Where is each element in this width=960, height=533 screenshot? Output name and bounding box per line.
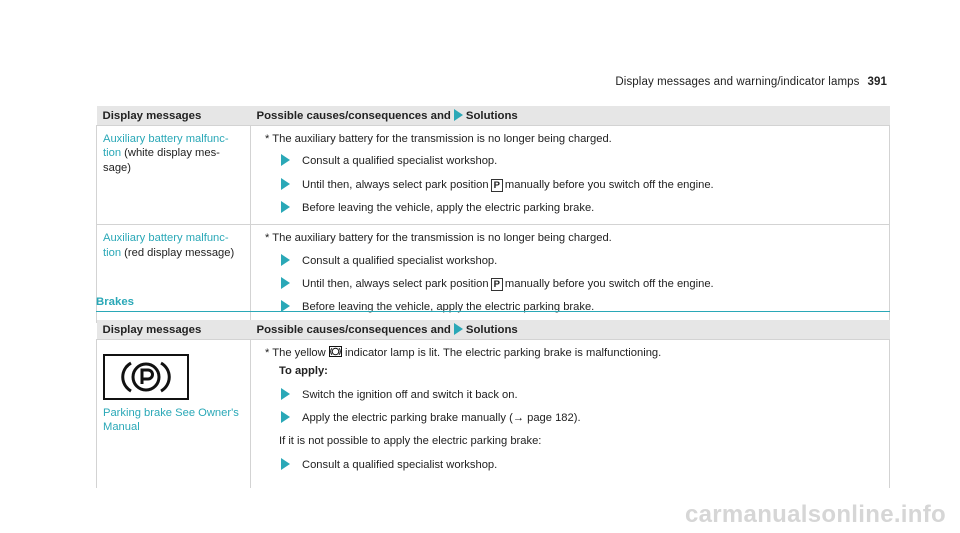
step-text: Until then, always select park position bbox=[302, 178, 489, 191]
step-text: Until then, always select park position bbox=[302, 277, 489, 290]
triangle-right-icon bbox=[281, 178, 290, 190]
step-item bbox=[281, 254, 883, 268]
step-item bbox=[281, 388, 883, 402]
parking-brake-icon bbox=[103, 354, 189, 400]
condition-text: If it is not possible to apply the electric parking brake: bbox=[279, 435, 542, 448]
triangle-right-icon bbox=[281, 254, 290, 266]
cause-text: * The auxiliary battery for the transmission is no longer being charged. bbox=[265, 232, 612, 245]
col-header-solutions-label: Solutions bbox=[465, 110, 518, 122]
col-header-causes bbox=[251, 106, 890, 126]
cause-text bbox=[265, 346, 883, 360]
table-auxiliary-battery bbox=[96, 106, 890, 323]
triangle-right-icon bbox=[454, 109, 463, 121]
cause-text-pre: * The yellow bbox=[265, 347, 326, 359]
table-brakes bbox=[96, 320, 890, 488]
display-message-cell bbox=[97, 340, 251, 488]
col-header-causes bbox=[251, 320, 890, 340]
triangle-right-icon bbox=[454, 323, 463, 335]
triangle-right-icon bbox=[281, 154, 290, 166]
message-note: (white display mes- sage) bbox=[103, 147, 220, 174]
display-message-cell bbox=[97, 126, 251, 225]
message-note: (red display message) bbox=[124, 246, 235, 259]
message-link[interactable]: Auxiliary battery malfunc- tion bbox=[103, 133, 229, 160]
step-text: Before leaving the vehicle, apply the electric parking brake. bbox=[302, 201, 595, 214]
apply-label: To apply: bbox=[279, 365, 328, 378]
step-item bbox=[281, 458, 883, 472]
step-text: Consult a qualified specialist workshop. bbox=[302, 254, 498, 267]
step-text: Consult a qualified specialist workshop. bbox=[302, 155, 498, 168]
cause-text: * The auxiliary battery for the transmission is no longer being charged. bbox=[265, 133, 612, 145]
step-item bbox=[281, 178, 883, 192]
page-number: 391 bbox=[867, 76, 887, 88]
step-item bbox=[281, 411, 883, 425]
step-item bbox=[281, 154, 883, 168]
col-header-display-messages: Display messages bbox=[97, 320, 251, 340]
col-header-display-messages: Display messages bbox=[97, 106, 251, 126]
step-item bbox=[281, 201, 883, 215]
triangle-right-icon bbox=[281, 411, 290, 423]
park-position-key: P bbox=[491, 278, 503, 291]
col-header-solutions-label: Solutions bbox=[465, 324, 518, 336]
step-text: manually before you switch off the engine. bbox=[504, 178, 714, 191]
table-row bbox=[97, 126, 890, 225]
section-title: Brakes bbox=[96, 296, 134, 308]
triangle-right-icon bbox=[281, 201, 290, 213]
step-text: Consult a qualified specialist workshop. bbox=[302, 458, 498, 471]
parking-brake-small-icon bbox=[329, 346, 342, 357]
cause-text-post: indicator lamp is lit. The electric parking brake is malfunctioning. bbox=[344, 347, 662, 359]
triangle-right-icon bbox=[281, 277, 290, 289]
solutions-cell bbox=[251, 126, 890, 225]
step-text[interactable]: Apply the electric parking brake manually (→ page 182). bbox=[302, 411, 581, 424]
section-heading-brakes bbox=[96, 296, 890, 312]
triangle-right-icon bbox=[281, 458, 290, 470]
col-header-causes-label: Possible causes/consequences and bbox=[256, 324, 451, 336]
page-header-title: Display messages and warning/indicator lamps bbox=[615, 76, 860, 88]
solutions-cell bbox=[251, 340, 890, 488]
triangle-right-icon bbox=[281, 388, 290, 400]
message-link[interactable]: Auxiliary battery malfunc- tion bbox=[103, 232, 229, 259]
step-text: Before leaving the vehicle, apply the electric parking brake. bbox=[302, 301, 595, 314]
message-link[interactable]: Parking brake See Owner's Manual bbox=[103, 407, 239, 434]
step-text: Switch the ignition off and switch it back on. bbox=[302, 388, 518, 401]
table-row bbox=[97, 340, 890, 488]
watermark: carmanualsonline.info bbox=[684, 501, 946, 528]
page-header bbox=[615, 76, 887, 88]
col-header-causes-label: Possible causes/consequences and bbox=[256, 110, 451, 122]
park-position-key: P bbox=[491, 179, 503, 192]
step-item bbox=[281, 277, 883, 291]
step-text: manually before you switch off the engine. bbox=[504, 277, 714, 290]
